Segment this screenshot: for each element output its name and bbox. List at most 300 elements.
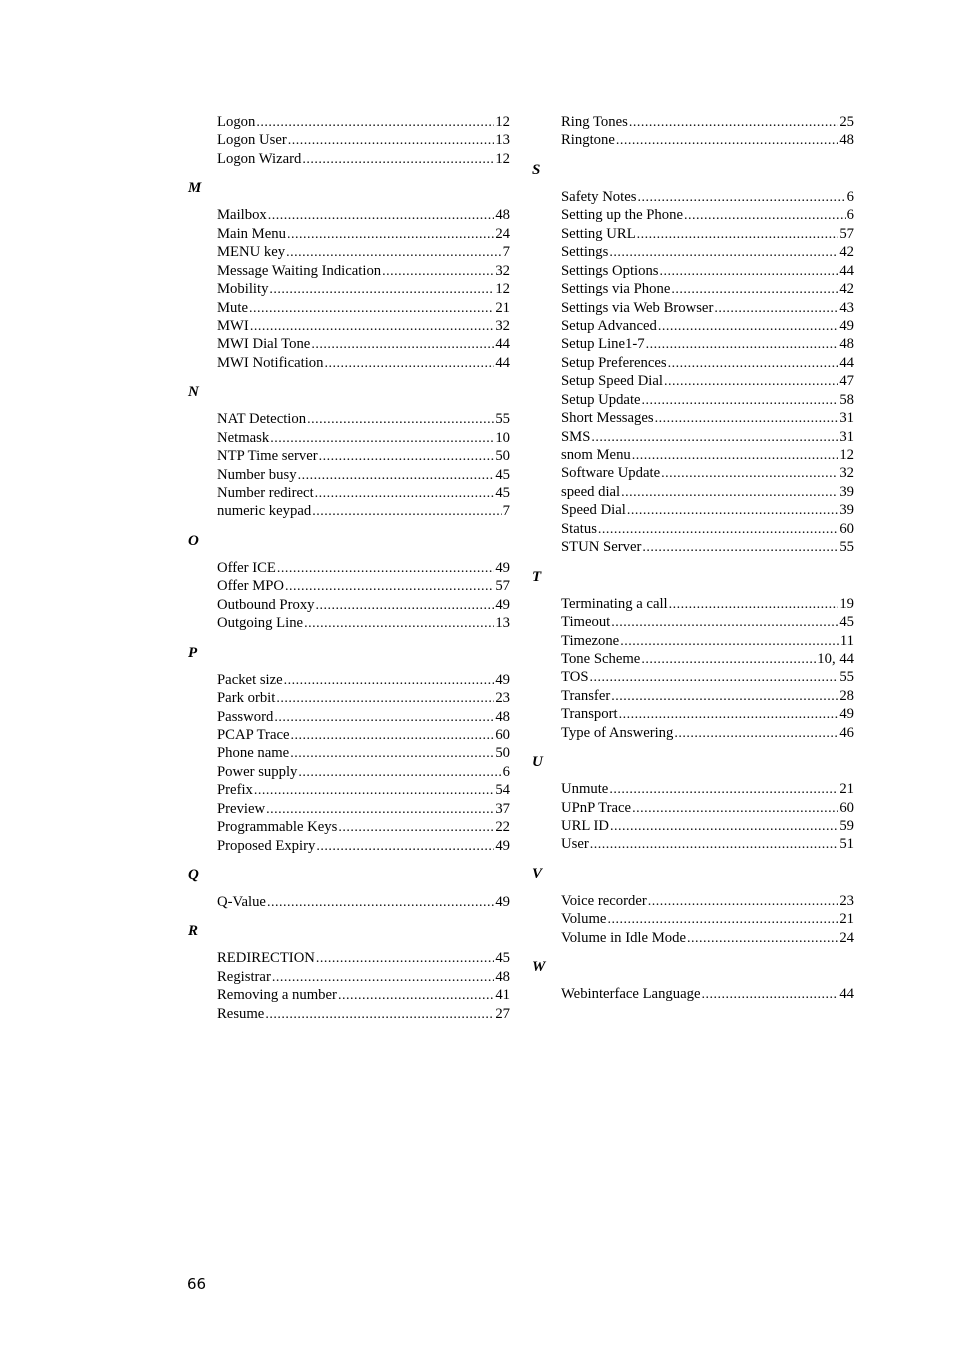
index-entry [217, 354, 510, 372]
dot-leader [307, 411, 494, 429]
index-entry [561, 428, 854, 446]
index-page-ref: 7 [502, 503, 510, 520]
dot-leader [265, 1006, 494, 1024]
index-entry [561, 280, 854, 298]
index-letter-heading: Q [188, 867, 199, 883]
dot-leader [637, 189, 845, 207]
index-entry [561, 262, 854, 280]
index-entry [561, 391, 854, 409]
index-page-ref: 21 [839, 911, 854, 928]
index-term: Setting up the Phone [561, 207, 683, 224]
index-group [532, 957, 854, 1003]
index-term: Logon Wizard [217, 150, 302, 167]
index-entry [561, 780, 854, 798]
index-page-ref: 6 [502, 763, 510, 780]
dot-leader [655, 410, 839, 428]
index-entry [217, 818, 510, 836]
index-term: Ring Tones [561, 114, 628, 130]
index-page-ref: 10 [495, 429, 510, 446]
index-page-ref: 57 [839, 225, 854, 242]
dot-leader [598, 521, 838, 539]
index-entry [217, 577, 510, 595]
index-term: Offer MPO [217, 578, 285, 595]
dot-leader [637, 226, 839, 244]
dot-leader [284, 672, 495, 690]
index-group [532, 864, 854, 947]
index-letter-heading: O [188, 532, 199, 549]
index-page-ref: 45 [839, 614, 854, 631]
dot-leader [609, 781, 838, 799]
index-entry [217, 410, 510, 428]
index-term: numeric keypad [217, 503, 312, 520]
index-page-ref: 24 [495, 225, 510, 242]
index-term: Packet size [217, 671, 283, 688]
index-page-ref: 49 [495, 596, 510, 613]
dot-leader [632, 800, 838, 818]
index-term: REDIRECTION [217, 950, 315, 967]
index-entry [217, 113, 510, 131]
index-page-ref: 49 [495, 671, 510, 688]
index-term: MENU key [217, 244, 286, 261]
dot-leader [312, 503, 501, 521]
index-term: Netmask [217, 429, 270, 446]
dot-leader [702, 986, 839, 1004]
index-letter-heading: T [532, 568, 542, 585]
index-group [188, 643, 510, 855]
dot-leader [671, 281, 838, 299]
dot-leader [629, 114, 838, 132]
index-term: Speed Dial [561, 502, 626, 519]
index-entry [217, 225, 510, 243]
index-page-ref: 6 [846, 188, 854, 205]
index-page-ref: 37 [495, 800, 510, 817]
index-entry [561, 705, 854, 723]
dot-leader [311, 336, 494, 354]
dot-leader [256, 114, 494, 132]
index-entry [217, 280, 510, 298]
dot-leader [290, 745, 494, 763]
index-entry [217, 837, 510, 855]
dot-leader [669, 596, 839, 614]
index-term: Offer ICE [217, 559, 276, 576]
index-term: Number busy [217, 466, 297, 483]
index-entry [561, 188, 854, 206]
index-page-ref: 43 [839, 299, 854, 316]
index-term: Software Update [561, 465, 661, 482]
dot-leader [609, 244, 838, 262]
index-entry [217, 986, 510, 1004]
index-entry [217, 893, 510, 911]
index-page-ref: 32 [495, 317, 510, 334]
dot-leader [316, 838, 494, 856]
index-term: PCAP Trace [217, 726, 290, 743]
index-entry [561, 483, 854, 501]
index-entry [217, 131, 510, 149]
index-entry [217, 968, 510, 986]
index-entry [561, 613, 854, 631]
index-term: Registrar [217, 968, 271, 985]
dot-leader [611, 614, 838, 632]
dot-leader [660, 263, 839, 281]
index-page-ref: 27 [495, 1005, 510, 1022]
dot-leader [664, 373, 838, 391]
index-entry-list [532, 985, 854, 1003]
index-term: Power supply [217, 763, 298, 780]
index-page-ref: 44 [839, 354, 854, 371]
index-entry [561, 317, 854, 335]
index-entry [217, 689, 510, 707]
index-term: Park orbit [217, 690, 276, 707]
index-entry-list [188, 410, 510, 521]
index-page-ref: 11 [839, 632, 854, 649]
index-entry-list [532, 188, 854, 557]
index-page-ref: 32 [839, 465, 854, 482]
index-entry [217, 335, 510, 353]
index-entry-list [532, 113, 854, 150]
index-page-ref: 21 [495, 299, 510, 316]
index-entry [217, 949, 510, 967]
index-page-ref: 31 [839, 428, 854, 445]
dot-leader [267, 894, 494, 912]
index-entry-list [532, 892, 854, 947]
index-entry-list [532, 595, 854, 743]
index-entry [217, 614, 510, 632]
index-term: Mailbox [217, 207, 267, 224]
dot-leader [319, 448, 495, 466]
dot-leader [274, 709, 494, 727]
dot-leader [646, 336, 839, 354]
index-group [188, 921, 510, 1023]
index-entry [561, 409, 854, 427]
index-page-ref: 45 [495, 466, 510, 483]
index-page-ref: 21 [839, 781, 854, 798]
index-term: Preview [217, 800, 266, 817]
index-term: Number redirect [217, 485, 314, 501]
index-page-ref: 13 [495, 615, 510, 632]
index-group [532, 752, 854, 854]
index-term: Logon User [217, 132, 287, 149]
index-page-ref: 49 [839, 317, 854, 334]
index-page-ref: 44 [839, 262, 854, 279]
index-term: Setup Advanced [561, 317, 657, 334]
index-entry [217, 708, 510, 726]
dot-leader [277, 560, 494, 578]
index-term: Mobility [217, 281, 269, 298]
dot-leader [272, 969, 494, 987]
index-entry [561, 799, 854, 817]
index-entry [217, 671, 510, 689]
index-entry [561, 632, 854, 650]
index-entry [561, 225, 854, 243]
index-page-ref: 49 [495, 894, 510, 910]
index-entry [217, 484, 510, 502]
index-term: User [561, 836, 589, 853]
dot-leader [291, 727, 495, 745]
dot-leader [270, 430, 494, 448]
index-term: STUN Server [561, 539, 642, 556]
index-entry [217, 317, 510, 335]
index-term: Setup Line1-7 [561, 336, 645, 353]
index-entry [561, 892, 854, 910]
dot-leader [620, 633, 839, 651]
index-term: Resume [217, 1005, 265, 1022]
index-group [188, 113, 510, 168]
index-term: Logon [217, 114, 256, 130]
index-page-ref: 31 [839, 410, 854, 427]
dot-leader [687, 930, 838, 948]
dot-leader [285, 578, 494, 596]
dot-leader [619, 706, 839, 724]
index-entry [217, 299, 510, 317]
dot-leader [298, 467, 495, 485]
dot-leader [616, 132, 838, 150]
index-entry [561, 910, 854, 928]
index-page-ref: 50 [495, 448, 510, 465]
index-entry-list [188, 949, 510, 1023]
index-term: Short Messages [561, 410, 654, 427]
index-letter-heading: S [532, 161, 541, 178]
dot-leader [316, 597, 495, 615]
index-term: Programmable Keys [217, 819, 338, 836]
dot-leader [254, 782, 494, 800]
dot-leader [324, 355, 494, 373]
dot-leader [250, 318, 494, 336]
index-entry [561, 668, 854, 686]
index-entry [217, 1005, 510, 1023]
dot-leader [338, 987, 494, 1005]
index-term: Webinterface Language [561, 986, 701, 1003]
dot-leader [288, 132, 495, 150]
index-group [188, 531, 510, 633]
index-entry [217, 800, 510, 818]
index-page-ref: 32 [495, 262, 510, 279]
index-letter-heading: P [188, 644, 198, 661]
dot-leader [621, 484, 838, 502]
index-term: NTP Time server [217, 448, 318, 465]
index-page-ref: 45 [495, 485, 510, 501]
index-term: Terminating a call [561, 595, 668, 612]
dot-leader [642, 392, 839, 410]
index-group [532, 113, 854, 150]
index-term: Type of Answering [561, 724, 674, 741]
index-page-ref: 10, 44 [817, 650, 854, 667]
index-term: Phone name [217, 745, 290, 762]
index-page-ref: 23 [495, 690, 510, 707]
index-term: MWI Dial Tone [217, 336, 311, 353]
index-entry [561, 335, 854, 353]
dot-leader [298, 764, 501, 782]
index-term: SMS [561, 428, 591, 445]
index-term: Volume in Idle Mode [561, 929, 686, 946]
dot-leader [316, 950, 494, 968]
index-term: speed dial [561, 483, 621, 500]
index-term: Settings via Phone [561, 281, 671, 298]
dot-leader [648, 893, 839, 911]
index-page-ref: 57 [495, 578, 510, 595]
index-entry [217, 150, 510, 168]
index-term: Setup Update [561, 391, 641, 408]
index-letter-heading: V [532, 865, 543, 882]
index-entry [561, 501, 854, 519]
dot-leader [315, 485, 495, 503]
index-term: Tone Scheme [561, 650, 641, 667]
index-page-ref: 24 [839, 929, 854, 946]
dot-leader [268, 207, 495, 225]
dot-leader [632, 447, 839, 465]
dot-leader [684, 207, 846, 225]
index-entry [561, 724, 854, 742]
index-entry-list [188, 113, 510, 168]
index-term: Transport [561, 706, 618, 723]
index-entry [561, 520, 854, 538]
dot-leader [658, 318, 838, 336]
index-term: Setting URL [561, 225, 636, 242]
dot-leader [642, 539, 838, 557]
dot-leader [611, 688, 838, 706]
index-page-ref: 45 [495, 950, 510, 967]
index-entry [561, 650, 854, 668]
index-page-ref: 42 [839, 244, 854, 261]
index-term: Removing a number [217, 987, 337, 1004]
dot-leader [591, 429, 838, 447]
index-term: MWI Notification [217, 354, 324, 371]
dot-leader [304, 615, 494, 633]
index-page-ref: 60 [495, 726, 510, 743]
dot-leader [641, 651, 816, 669]
index-term: TOS [561, 669, 589, 686]
index-entry [561, 929, 854, 947]
dot-leader [607, 911, 838, 929]
index-page-ref: 44 [839, 986, 854, 1003]
index-entry [217, 243, 510, 261]
index-entry [561, 817, 854, 835]
dot-leader [668, 355, 839, 373]
index-letter-heading: N [188, 384, 199, 401]
index-page-ref: 48 [495, 207, 510, 224]
index-group [532, 567, 854, 743]
index-page-ref: 44 [495, 336, 510, 353]
index-entry [561, 595, 854, 613]
dot-leader [266, 801, 494, 819]
index-term: Timezone [561, 632, 620, 649]
index-term: snom Menu [561, 447, 631, 463]
index-page-ref: 25 [839, 114, 854, 130]
dot-leader [269, 281, 494, 299]
index-letter-heading: U [532, 754, 543, 771]
index-page-ref: 49 [495, 559, 510, 576]
index-page-ref: 58 [839, 391, 854, 408]
page-number: 66 [187, 1275, 207, 1293]
index-term: Settings via Web Browser [561, 299, 714, 316]
index-term: Outgoing Line [217, 615, 304, 632]
index-page-ref: 39 [839, 483, 854, 500]
index-term: Password [217, 708, 274, 725]
dot-leader [714, 300, 838, 318]
index-page-ref: 46 [839, 724, 854, 741]
dot-leader [302, 151, 494, 169]
index-term: Setup Speed Dial [561, 373, 663, 390]
index-entry [217, 763, 510, 781]
index-page-ref: 48 [839, 132, 854, 149]
index-term: Settings [561, 244, 609, 261]
index-column-left [188, 113, 510, 1023]
index-entry [217, 781, 510, 799]
index-page-ref: 54 [495, 782, 510, 799]
index-page-ref: 12 [495, 281, 510, 298]
index-entry [217, 596, 510, 614]
index-group [188, 382, 510, 521]
index-term: Message Waiting Indication [217, 262, 382, 279]
index-entry [561, 464, 854, 482]
index-entry-list [188, 206, 510, 372]
index-page-ref: 48 [495, 968, 510, 985]
index-term: Ringtone [561, 132, 615, 149]
index-entry-list [532, 780, 854, 854]
index-entry [217, 447, 510, 465]
index-term: Outbound Proxy [217, 596, 315, 613]
index-entry [217, 502, 510, 520]
index-page-ref: 51 [839, 836, 854, 853]
index-entry [561, 206, 854, 224]
index-entry [561, 243, 854, 261]
index-term: Unmute [561, 781, 609, 798]
index-entry [561, 835, 854, 853]
index-term: Transfer [561, 687, 611, 704]
index-entry [217, 744, 510, 762]
index-entry-list [188, 671, 510, 855]
dot-leader [610, 818, 838, 836]
index-term: Q-Value [217, 894, 266, 910]
index-page-ref: 12 [839, 447, 854, 463]
dot-leader [338, 819, 494, 837]
dot-leader [589, 669, 838, 687]
index-term: UPnP Trace [561, 799, 632, 816]
index-entry [561, 687, 854, 705]
index-page-ref: 19 [839, 595, 854, 612]
index-page-ref: 49 [495, 837, 510, 854]
dot-leader [276, 690, 494, 708]
index-entry [561, 131, 854, 149]
index-group [188, 865, 510, 911]
index-page-ref: 7 [502, 244, 510, 261]
index-term: Settings Options [561, 262, 659, 279]
index-group [188, 178, 510, 372]
index-page-ref: 42 [839, 281, 854, 298]
index-page-ref: 47 [839, 373, 854, 390]
index-page-ref: 50 [495, 745, 510, 762]
index-term: MWI [217, 317, 249, 334]
index-entry [561, 538, 854, 556]
index-entry [561, 299, 854, 317]
dot-leader [382, 263, 494, 281]
dot-leader [287, 226, 494, 244]
index-page-ref: 60 [839, 520, 854, 537]
index-term: Setup Preferences [561, 354, 667, 371]
index-group [532, 160, 854, 557]
index-entry [217, 262, 510, 280]
index-page-ref: 48 [839, 336, 854, 353]
index-entry [217, 726, 510, 744]
index-entry [561, 372, 854, 390]
index-page-ref: 6 [846, 207, 854, 224]
index-letter-heading: R [188, 923, 199, 940]
index-page-ref: 55 [839, 669, 854, 686]
index-page-ref: 55 [495, 411, 510, 428]
index-term: Main Menu [217, 225, 286, 242]
index-page-ref: 49 [839, 706, 854, 723]
index-term: Mute [217, 299, 249, 316]
index-entry-list [188, 893, 510, 911]
